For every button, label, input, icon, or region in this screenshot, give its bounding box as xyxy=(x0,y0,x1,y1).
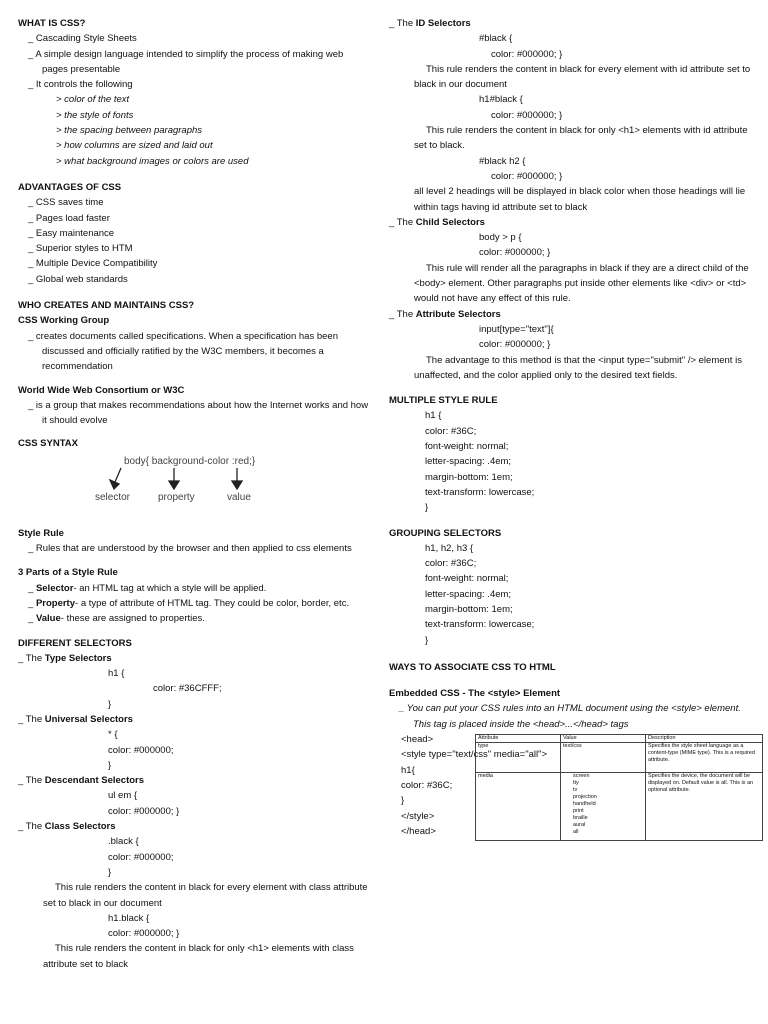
what-is-css-heading: WHAT IS CSS? xyxy=(18,18,86,29)
selector-label: selector xyxy=(95,491,131,503)
list-item: _ It controls the following xyxy=(28,79,133,91)
grouping-selectors-heading: GROUPING SELECTORS xyxy=(389,527,502,539)
multiple-style-rule-heading: MULTIPLE STYLE RULE xyxy=(389,395,498,407)
list-item: _ Multiple Device Compatibility xyxy=(28,258,158,270)
code-line: color: #000000; } xyxy=(479,247,551,259)
column-header: Value xyxy=(561,735,646,743)
syntax-statement: body{ background-color :red;} xyxy=(124,455,256,467)
class-description: This rule renders the content in black for every element with class attribute set to black in our document xyxy=(43,882,368,909)
code-line: letter-spacing: .4em; xyxy=(425,456,512,468)
code-line: <style type="text/css" media="all"> xyxy=(401,749,548,761)
dash: _ The xyxy=(18,713,45,725)
right-column xyxy=(389,16,761,839)
code-line: body > p { xyxy=(479,232,522,244)
w3c-heading: World Wide Web Consortium or W3C xyxy=(18,384,185,396)
table-row xyxy=(476,743,763,773)
table-row xyxy=(476,773,763,841)
list-item xyxy=(18,596,370,611)
code-line: ul em { xyxy=(108,790,138,802)
embedded-description: _ You can put your CSS rules into an HTML document using the <style> element. This tag is placed inside the <head>...</head> tags xyxy=(399,703,741,730)
css-syntax-heading: CSS SYNTAX xyxy=(18,438,79,450)
sub-item: > what background images or colors are used xyxy=(56,155,249,167)
term: Value xyxy=(35,613,61,625)
code-line: input[type="text"]{ xyxy=(479,323,554,335)
code-line: letter-spacing: .4em; xyxy=(425,588,512,600)
column-header: Description xyxy=(646,735,763,743)
definition: - an HTML tag at which a style will be applied. xyxy=(73,582,267,594)
code-line: color: #36C; xyxy=(425,558,477,570)
code-line: color: #000000; xyxy=(108,851,174,863)
dash: _ xyxy=(28,597,36,609)
code-line: } xyxy=(401,795,405,807)
table-cell: Specifies the style sheet language as a content-type (MIME type). This is a required attribute. xyxy=(646,743,763,773)
code-line: h1{ xyxy=(401,764,415,776)
id-description: This rule renders the content in black for only <h1> elements with id attribute set to black. xyxy=(414,125,748,152)
embedded-example xyxy=(389,732,761,839)
class-description: This rule renders the content in black for only <h1> elements with class attribute set to black xyxy=(43,943,354,970)
css-syntax-diagram xyxy=(18,454,370,512)
column-header: Attribute xyxy=(476,735,561,743)
definition: - these are assigned to properties. xyxy=(60,613,205,625)
code-line: color: #36CFFF; xyxy=(153,683,222,695)
selector-name: Child Selectors xyxy=(415,216,485,228)
code-line: } xyxy=(425,634,429,646)
id-selectors-heading xyxy=(389,16,761,31)
sub-item: > the style of fonts xyxy=(56,109,134,121)
table-cell: Specifies the device, the document will be displayed on. Default value is all. This is an optional attribute. xyxy=(646,773,763,841)
dash: _ The xyxy=(18,821,45,833)
code-line: color: #000000; } xyxy=(491,170,563,182)
class-selectors-heading xyxy=(18,819,370,834)
id-description: all level 2 headings will be displayed in black color when those headings will lie within tags having id attribute set to black xyxy=(414,186,746,213)
list-item: _ Global web standards xyxy=(28,273,128,285)
term: Property xyxy=(35,597,76,609)
sub-item: > color of the text xyxy=(56,94,130,106)
code-line: color: #000000; xyxy=(108,744,174,756)
table-cell: screen tty tv projection handheld print braille aural all xyxy=(561,773,646,841)
code-line: text-transform: lowercase; xyxy=(425,619,535,631)
type-selectors-heading xyxy=(18,651,370,666)
dash: _ xyxy=(28,582,36,594)
who-heading: WHO CREATES AND MAINTAINS CSS? xyxy=(18,300,195,312)
selector-name: Descendant Selectors xyxy=(44,775,145,787)
code-line: * { xyxy=(108,729,118,741)
code-line: font-weight: normal; xyxy=(425,573,509,585)
advantages-heading: ADVANTAGES OF CSS xyxy=(18,181,122,193)
list-item: _ A simple design language intended to simplify the process of making web pages presentable xyxy=(28,48,344,75)
code-line: </style> xyxy=(401,810,435,822)
sub-item: > the spacing between paragraphs xyxy=(56,125,203,137)
dash: _ The xyxy=(18,652,45,664)
term: Selector xyxy=(35,582,74,594)
embedded-css-heading: Embedded CSS - The <style> Element xyxy=(389,688,561,700)
code-line: h1, h2, h3 { xyxy=(425,542,474,554)
attribute-selectors-heading xyxy=(389,307,761,322)
code-line: color: #000000; } xyxy=(479,339,551,351)
ways-heading: WAYS TO ASSOCIATE CSS TO HTML xyxy=(389,661,556,673)
list-item: _ Superior styles to HTM xyxy=(28,243,133,255)
dash: _ xyxy=(28,613,36,625)
code-line: } xyxy=(108,866,112,878)
code-line: .black { xyxy=(108,836,139,848)
code-line: h1 { xyxy=(425,410,442,422)
code-line: h1.black { xyxy=(108,912,150,924)
dash: _ The xyxy=(389,216,416,228)
id-description: This rule renders the content in black for every element with id attribute set to black in our document xyxy=(414,63,751,91)
css-working-group-heading: CSS Working Group xyxy=(18,315,110,327)
code-line: } xyxy=(425,502,429,514)
selector-name: Universal Selectors xyxy=(44,713,133,725)
list-item xyxy=(18,611,370,626)
code-line: } xyxy=(108,759,112,771)
code-line: margin-bottom: 1em; xyxy=(425,471,513,483)
code-line: color: #000000; } xyxy=(108,805,180,817)
list-item: _ Easy maintenance xyxy=(28,227,115,239)
list-item: _ Pages load faster xyxy=(28,212,110,224)
list-item: _ Rules that are understood by the browser and then applied to css elements xyxy=(28,543,352,555)
dash: _ The xyxy=(389,308,416,320)
code-line: h1 { xyxy=(108,668,125,680)
code-line: } xyxy=(108,698,112,710)
code-line: color: #000000; } xyxy=(491,109,563,121)
selector-name: Class Selectors xyxy=(44,821,116,833)
list-item: _ CSS saves time xyxy=(28,197,104,209)
list-item: _ Cascading Style Sheets xyxy=(28,33,137,45)
code-line: color: #36C; xyxy=(401,779,453,791)
dash: _ The xyxy=(389,18,416,29)
code-line: color: #000000; } xyxy=(108,928,180,940)
descendant-selectors-heading xyxy=(18,773,370,788)
parts-heading: 3 Parts of a Style Rule xyxy=(18,567,118,579)
list-item: _ is a group that makes recommendations about how the Internet works and how it should evolve xyxy=(28,399,369,427)
code-line: color: #36C; xyxy=(425,425,477,437)
code-line: text-transform: lowercase; xyxy=(425,486,535,498)
selector-name: ID Selectors xyxy=(415,18,471,29)
table-header-row xyxy=(476,735,763,743)
list-item xyxy=(18,581,370,596)
selector-name: Attribute Selectors xyxy=(415,308,501,320)
code-line: h1#black { xyxy=(479,94,523,106)
code-line: #black h2 { xyxy=(479,155,526,167)
code-line: #black { xyxy=(479,33,513,45)
left-column xyxy=(18,16,370,972)
table-cell: text/css xyxy=(561,743,646,773)
table-cell: media xyxy=(476,773,561,841)
code-line: <head> xyxy=(401,734,434,746)
code-line: color: #000000; } xyxy=(491,48,563,60)
table-cell: type xyxy=(476,743,561,773)
property-label: property xyxy=(158,491,195,503)
list-item: _ creates documents called specifications. When a specification has been discussed and officially ratified by the W3C members, it becomes a recommendation xyxy=(28,330,338,373)
style-rule-heading: Style Rule xyxy=(18,527,64,539)
sub-item: > how columns are sized and laid out xyxy=(56,140,213,152)
definition: - a type of attribute of HTML tag. They could be color, border, etc. xyxy=(75,597,350,609)
attribute-description: The advantage to this method is that the <input type="submit" /> element is unaffected, and the color applied only to the desired text fields. xyxy=(414,354,742,381)
code-line: </head> xyxy=(401,825,436,837)
universal-selectors-heading xyxy=(18,712,370,727)
code-line: margin-bottom: 1em; xyxy=(425,603,513,615)
style-attributes-table xyxy=(475,734,763,841)
dash: _ The xyxy=(18,775,45,787)
different-selectors-heading: DIFFERENT SELECTORS xyxy=(18,637,132,649)
code-line: font-weight: normal; xyxy=(425,441,509,453)
child-description: This rule will render all the paragraphs in black if they are a direct child of the <body> element. Other paragraphs put inside other elements like <div> or <td> would not have any effect of this rule. xyxy=(414,262,749,305)
value-label: value xyxy=(227,491,251,503)
selector-name: Type Selectors xyxy=(44,652,112,664)
child-selectors-heading xyxy=(389,215,761,230)
